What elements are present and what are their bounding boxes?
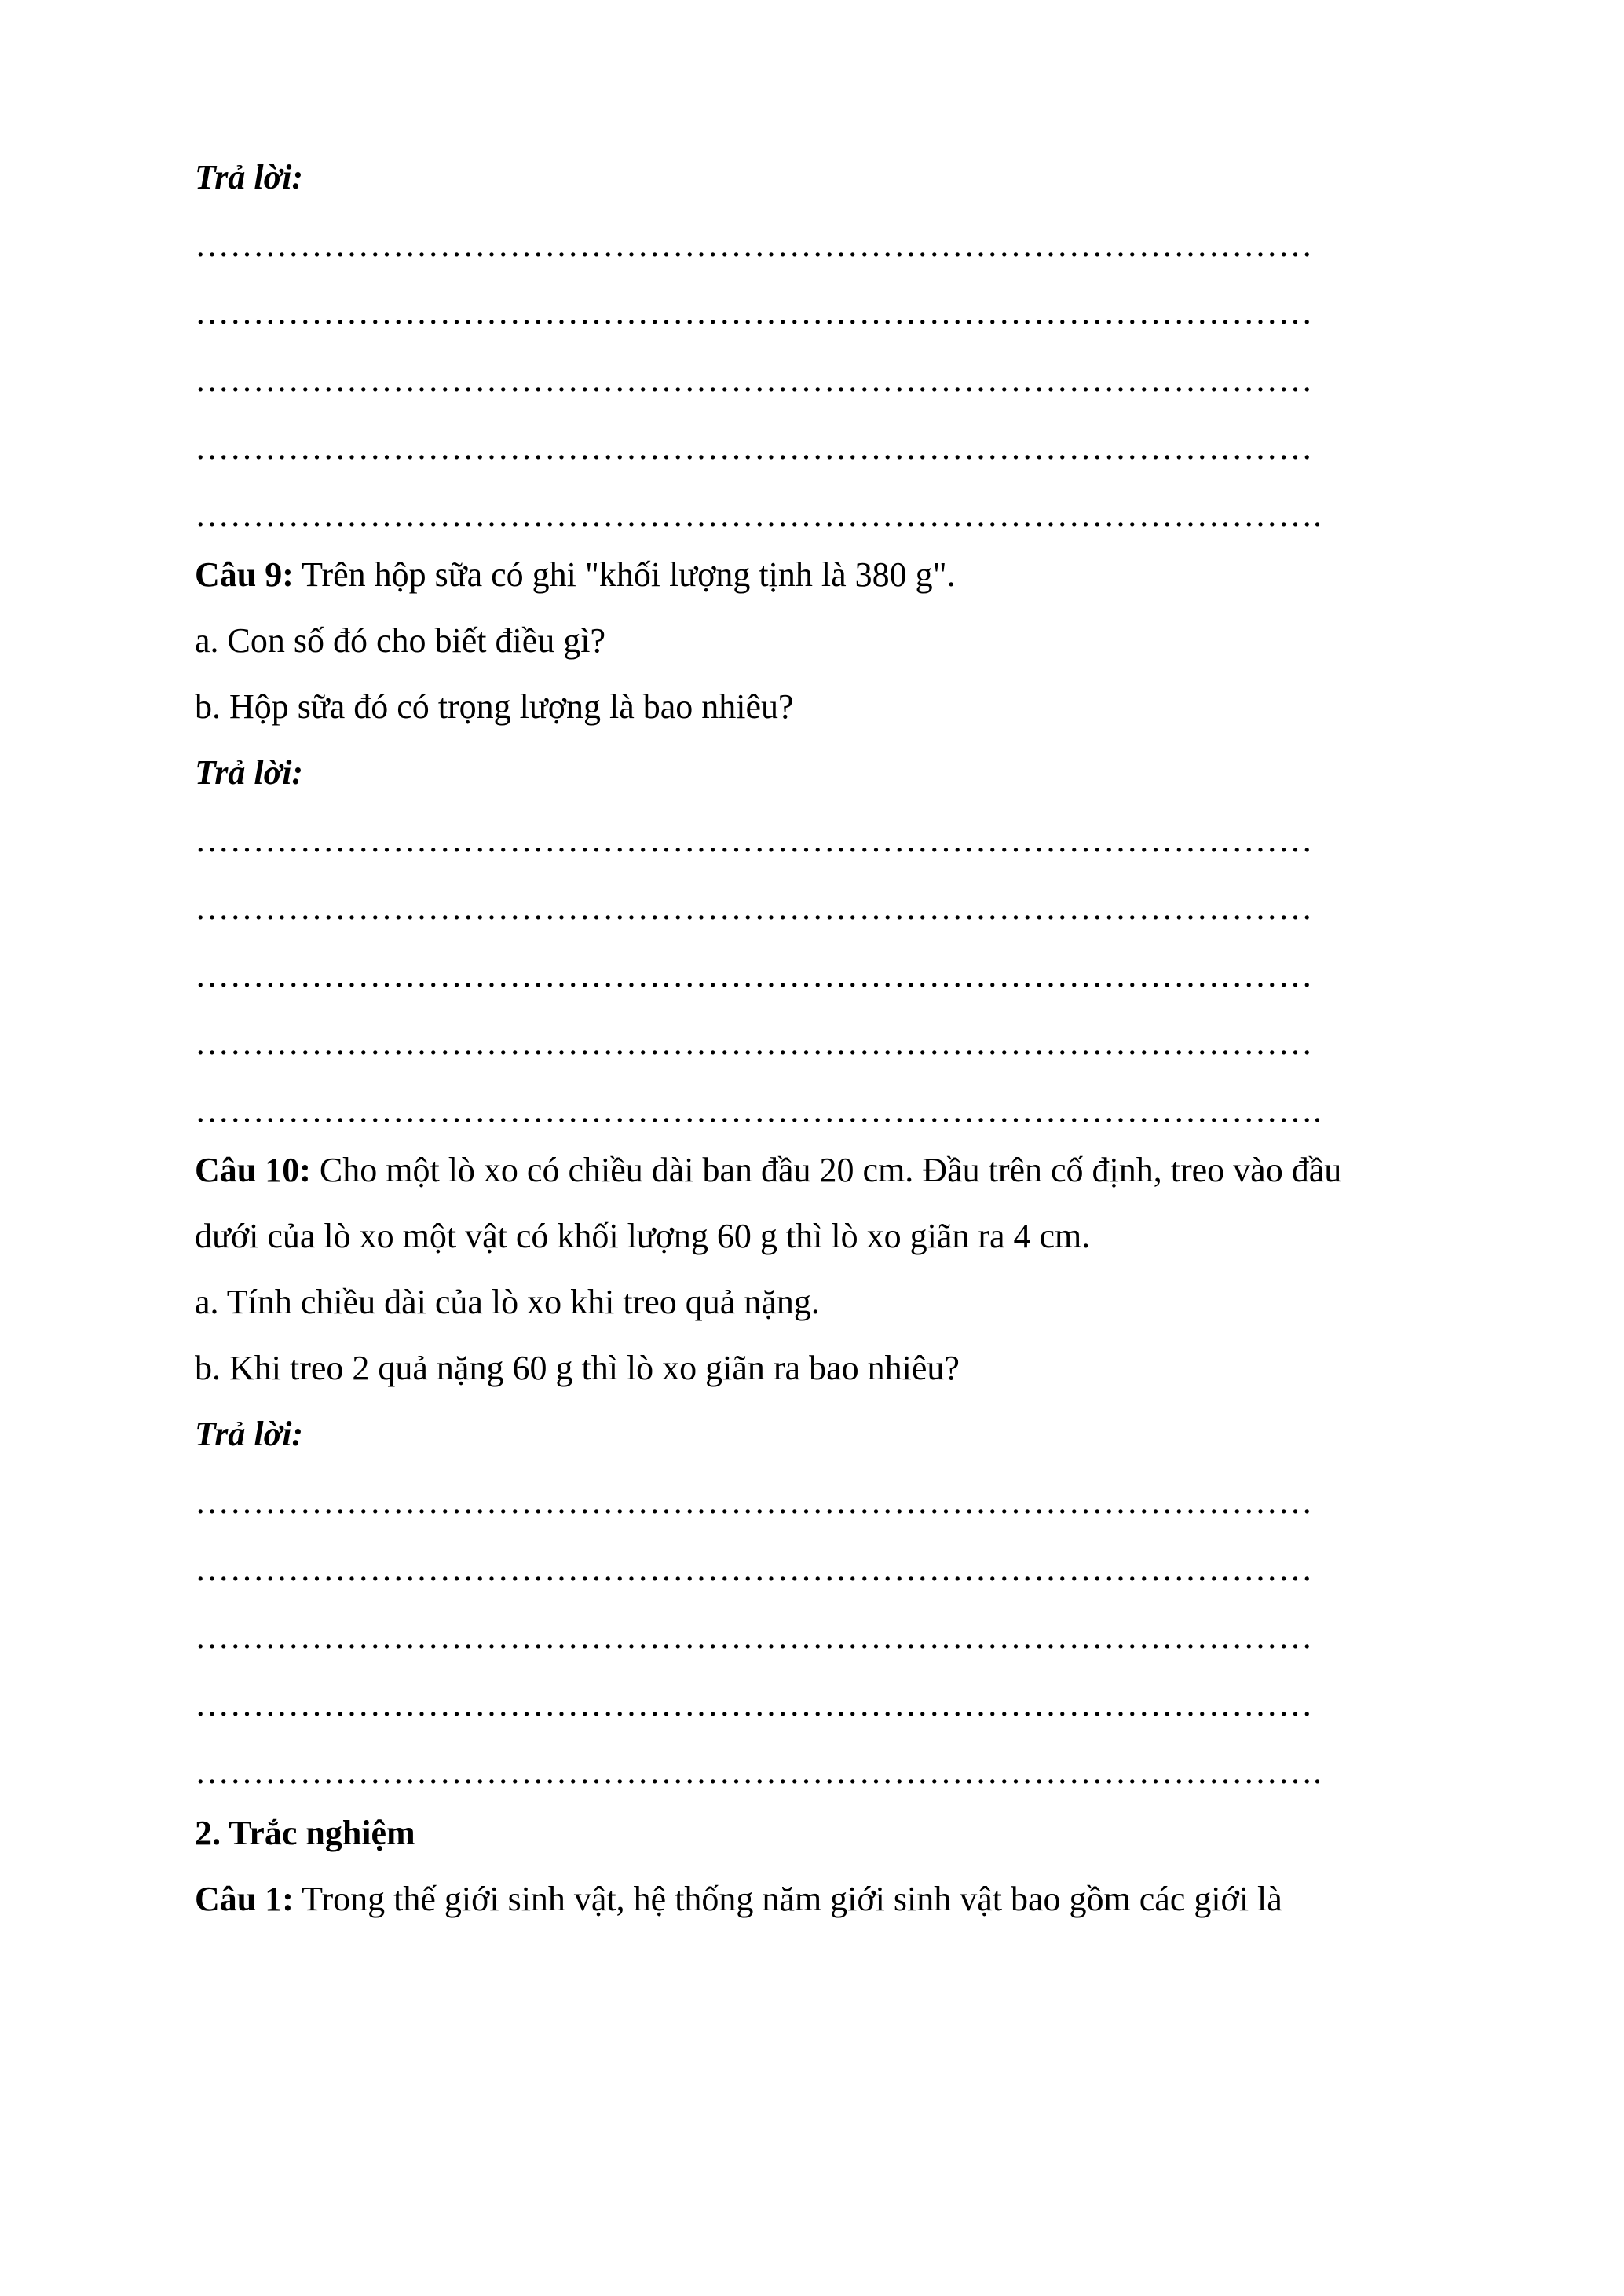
question-10-line-2: dưới của lò xo một vật có khối lượng 60 g thì lò xo giãn ra 4 cm. [195,1217,1091,1255]
answer-dot-line: …………………………………………………………………………………… [195,821,1313,859]
answer-dot-line: …………………………………………………………………………………… [195,1685,1313,1723]
question-9-part-b: b. Hộp sữa đó có trọng lượng là bao nhiêu? [195,687,794,726]
answer-dot-line: …………………………………………………………………………………… [195,428,1313,467]
answer-dot-line: ……………………………………………………………………………………. [195,1091,1322,1130]
question-text: Trên hộp sữa có ghi "khối lượng tịnh là 380 g". [293,555,956,594]
answer-dot-line: …………………………………………………………………………………… [195,888,1313,927]
answer-dot-line: …………………………………………………………………………………… [195,1617,1313,1656]
question-10 [195,1147,1483,1194]
answer-dot-line: ……………………………………………………………………………………. [195,496,1322,534]
section-heading: 2. Trắc nghiệm [195,1814,415,1852]
question-number: Câu 1: [195,1880,294,1918]
question-10-part-b: b. Khi treo 2 quả nặng 60 g thì lò xo giãn ra bao nhiêu? [195,1349,960,1387]
question-text: Cho một lò xo có chiều dài ban đầu 20 cm. Đầu trên cố định, treo vào đầu [310,1151,1342,1189]
answer-dot-line: …………………………………………………………………………………… [195,225,1313,264]
question-9 [195,551,1483,599]
answer-dot-line: …………………………………………………………………………………… [195,1023,1313,1062]
answer-dot-line: …………………………………………………………………………………… [195,361,1313,399]
answer-label: Trả lời: [195,753,304,792]
answer-dot-line: …………………………………………………………………………………… [195,293,1313,331]
question-number: Câu 10: [195,1151,311,1189]
question-number: Câu 9: [195,555,294,594]
question-text: Trong thế giới sinh vật, hệ thống năm giới sinh vật bao gồm các giới là [293,1880,1282,1918]
answer-dot-line: …………………………………………………………………………………… [195,1550,1313,1588]
answer-label: Trả lời: [195,1415,304,1453]
answer-dot-line: ……………………………………………………………………………………. [195,1752,1322,1791]
question-9-part-a: a. Con số đó cho biết điều gì? [195,621,606,660]
mc-question-1 [195,1876,1483,1923]
answer-dot-line: …………………………………………………………………………………… [195,956,1313,994]
question-10-part-a: a. Tính chiều dài của lò xo khi treo quả nặng. [195,1283,820,1321]
answer-label: Trả lời: [195,158,304,196]
answer-dot-line: …………………………………………………………………………………… [195,1482,1313,1521]
